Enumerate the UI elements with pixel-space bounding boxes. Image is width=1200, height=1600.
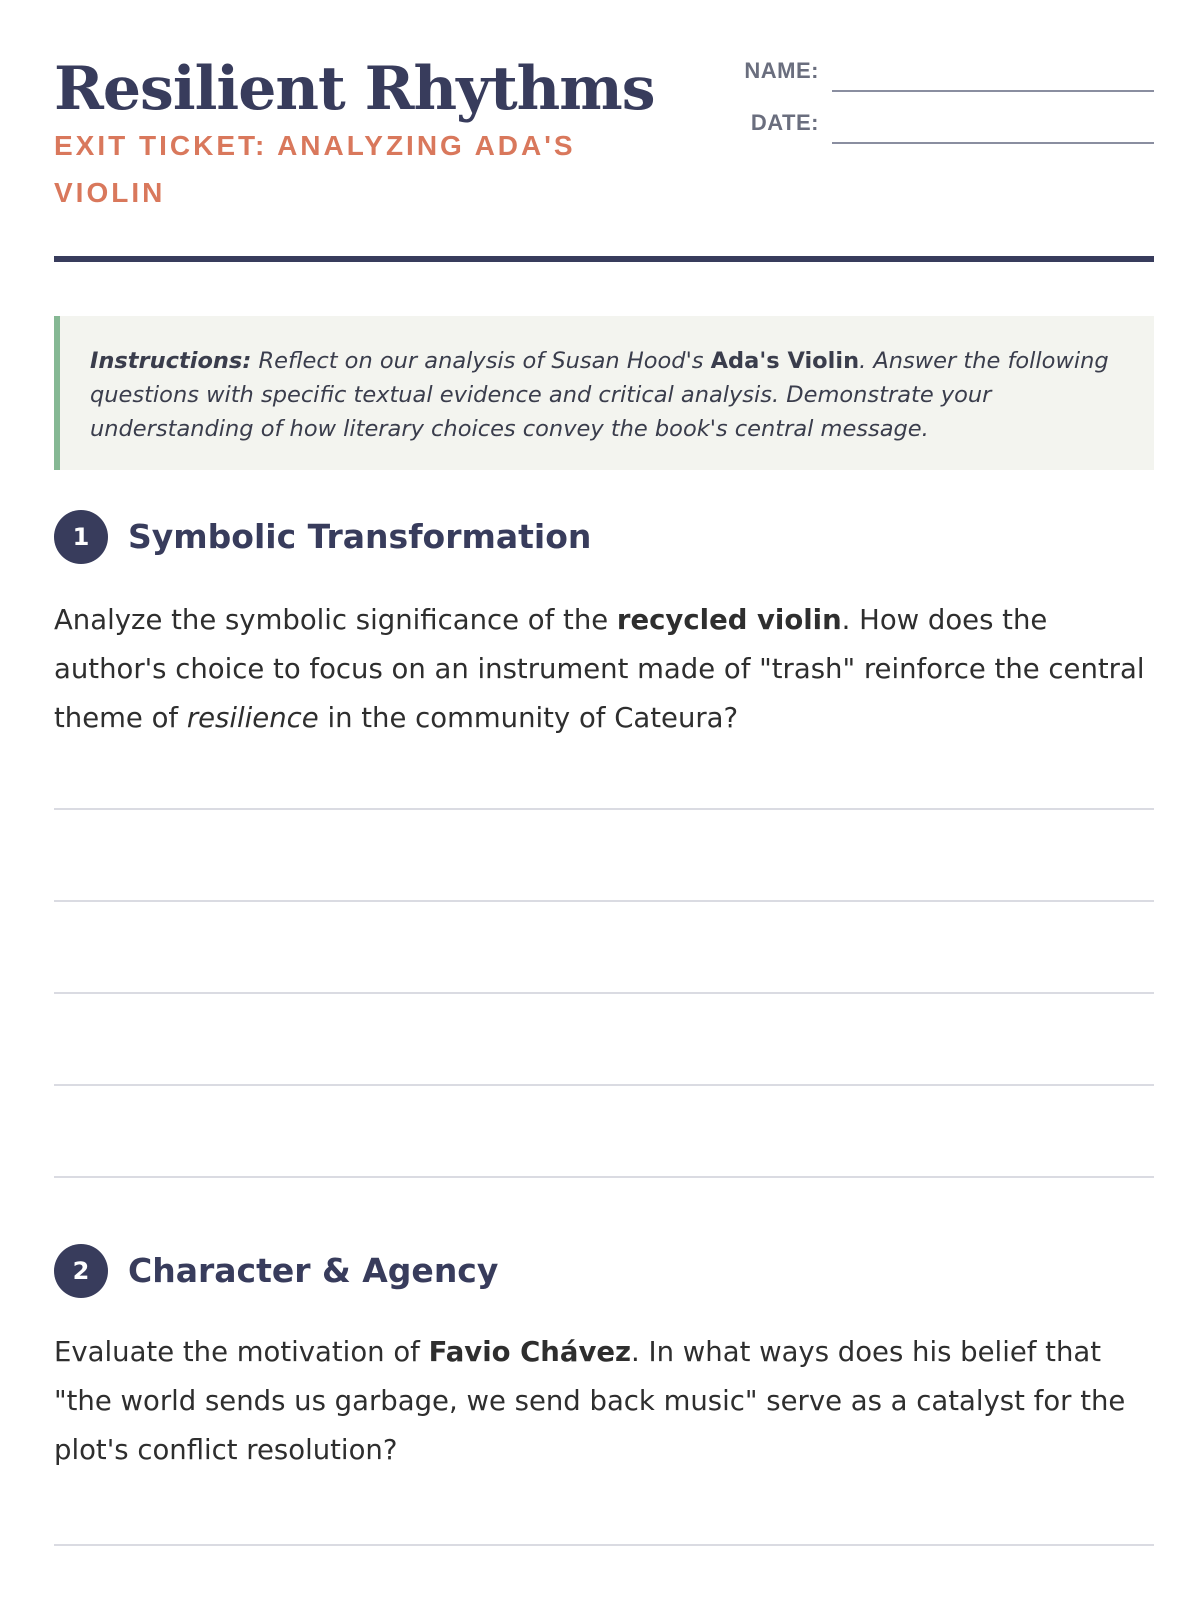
question-2-title: Character & Agency xyxy=(128,1251,499,1290)
question-1-text-c: in the community of Cateura? xyxy=(318,702,739,734)
question-2-number-badge: 2 xyxy=(54,1244,108,1298)
question-2-text-b: . In what ways does his belief that "the world sends us garbage, we send back music" serve as a catalyst for the plot's conflict resolution? xyxy=(54,1336,1126,1466)
answer-line[interactable] xyxy=(54,1084,1154,1086)
question-1-number-badge: 1 xyxy=(54,510,108,564)
question-2-heading xyxy=(54,1244,1154,1300)
question-1-text-a: Analyze the symbolic significance of the xyxy=(54,604,617,636)
exit-ticket-page xyxy=(54,0,1154,1600)
instructions-box xyxy=(54,316,1154,470)
instructions-text-2: . Answer the following questions with specific textual evidence and critical analysis. Demonstrate your understanding of how literary choices convey the book's central message. xyxy=(90,348,1109,442)
question-2-bold: Favio Chávez xyxy=(428,1336,632,1368)
name-label: NAME: xyxy=(744,58,819,83)
date-label: DATE: xyxy=(750,110,819,135)
answer-line[interactable] xyxy=(54,1544,1154,1546)
header xyxy=(54,52,1154,212)
instructions-lead: Instructions: xyxy=(90,348,252,374)
question-1-bold: recycled violin xyxy=(616,604,842,636)
answer-line[interactable] xyxy=(54,808,1154,810)
name-row xyxy=(734,52,1154,92)
question-2-prompt xyxy=(54,1328,1154,1475)
answer-line[interactable] xyxy=(54,992,1154,994)
question-2-text-a: Evaluate the motivation of xyxy=(54,1336,429,1368)
header-divider xyxy=(54,256,1154,262)
date-line[interactable] xyxy=(832,142,1154,144)
question-1-italic: resilience xyxy=(186,702,319,734)
name-line[interactable] xyxy=(832,90,1154,92)
worksheet-subtitle: EXIT TICKET: ANALYZING ADA'S VIOLIN xyxy=(54,130,576,208)
question-1-prompt xyxy=(54,596,1154,743)
date-row xyxy=(734,104,1154,144)
question-1-title: Symbolic Transformation xyxy=(128,517,592,556)
instructions-text-1: Reflect on our analysis of Susan Hood's xyxy=(251,348,711,374)
answer-line[interactable] xyxy=(54,1176,1154,1178)
answer-line[interactable] xyxy=(54,900,1154,902)
question-1-text-b: . How does the author's choice to focus on an instrument made of "trash" reinforce the central theme of xyxy=(54,604,1145,734)
worksheet-title: Resilient Rhythms xyxy=(54,54,655,124)
book-title: Ada's Violin xyxy=(710,348,860,374)
question-1-heading xyxy=(54,510,1154,566)
